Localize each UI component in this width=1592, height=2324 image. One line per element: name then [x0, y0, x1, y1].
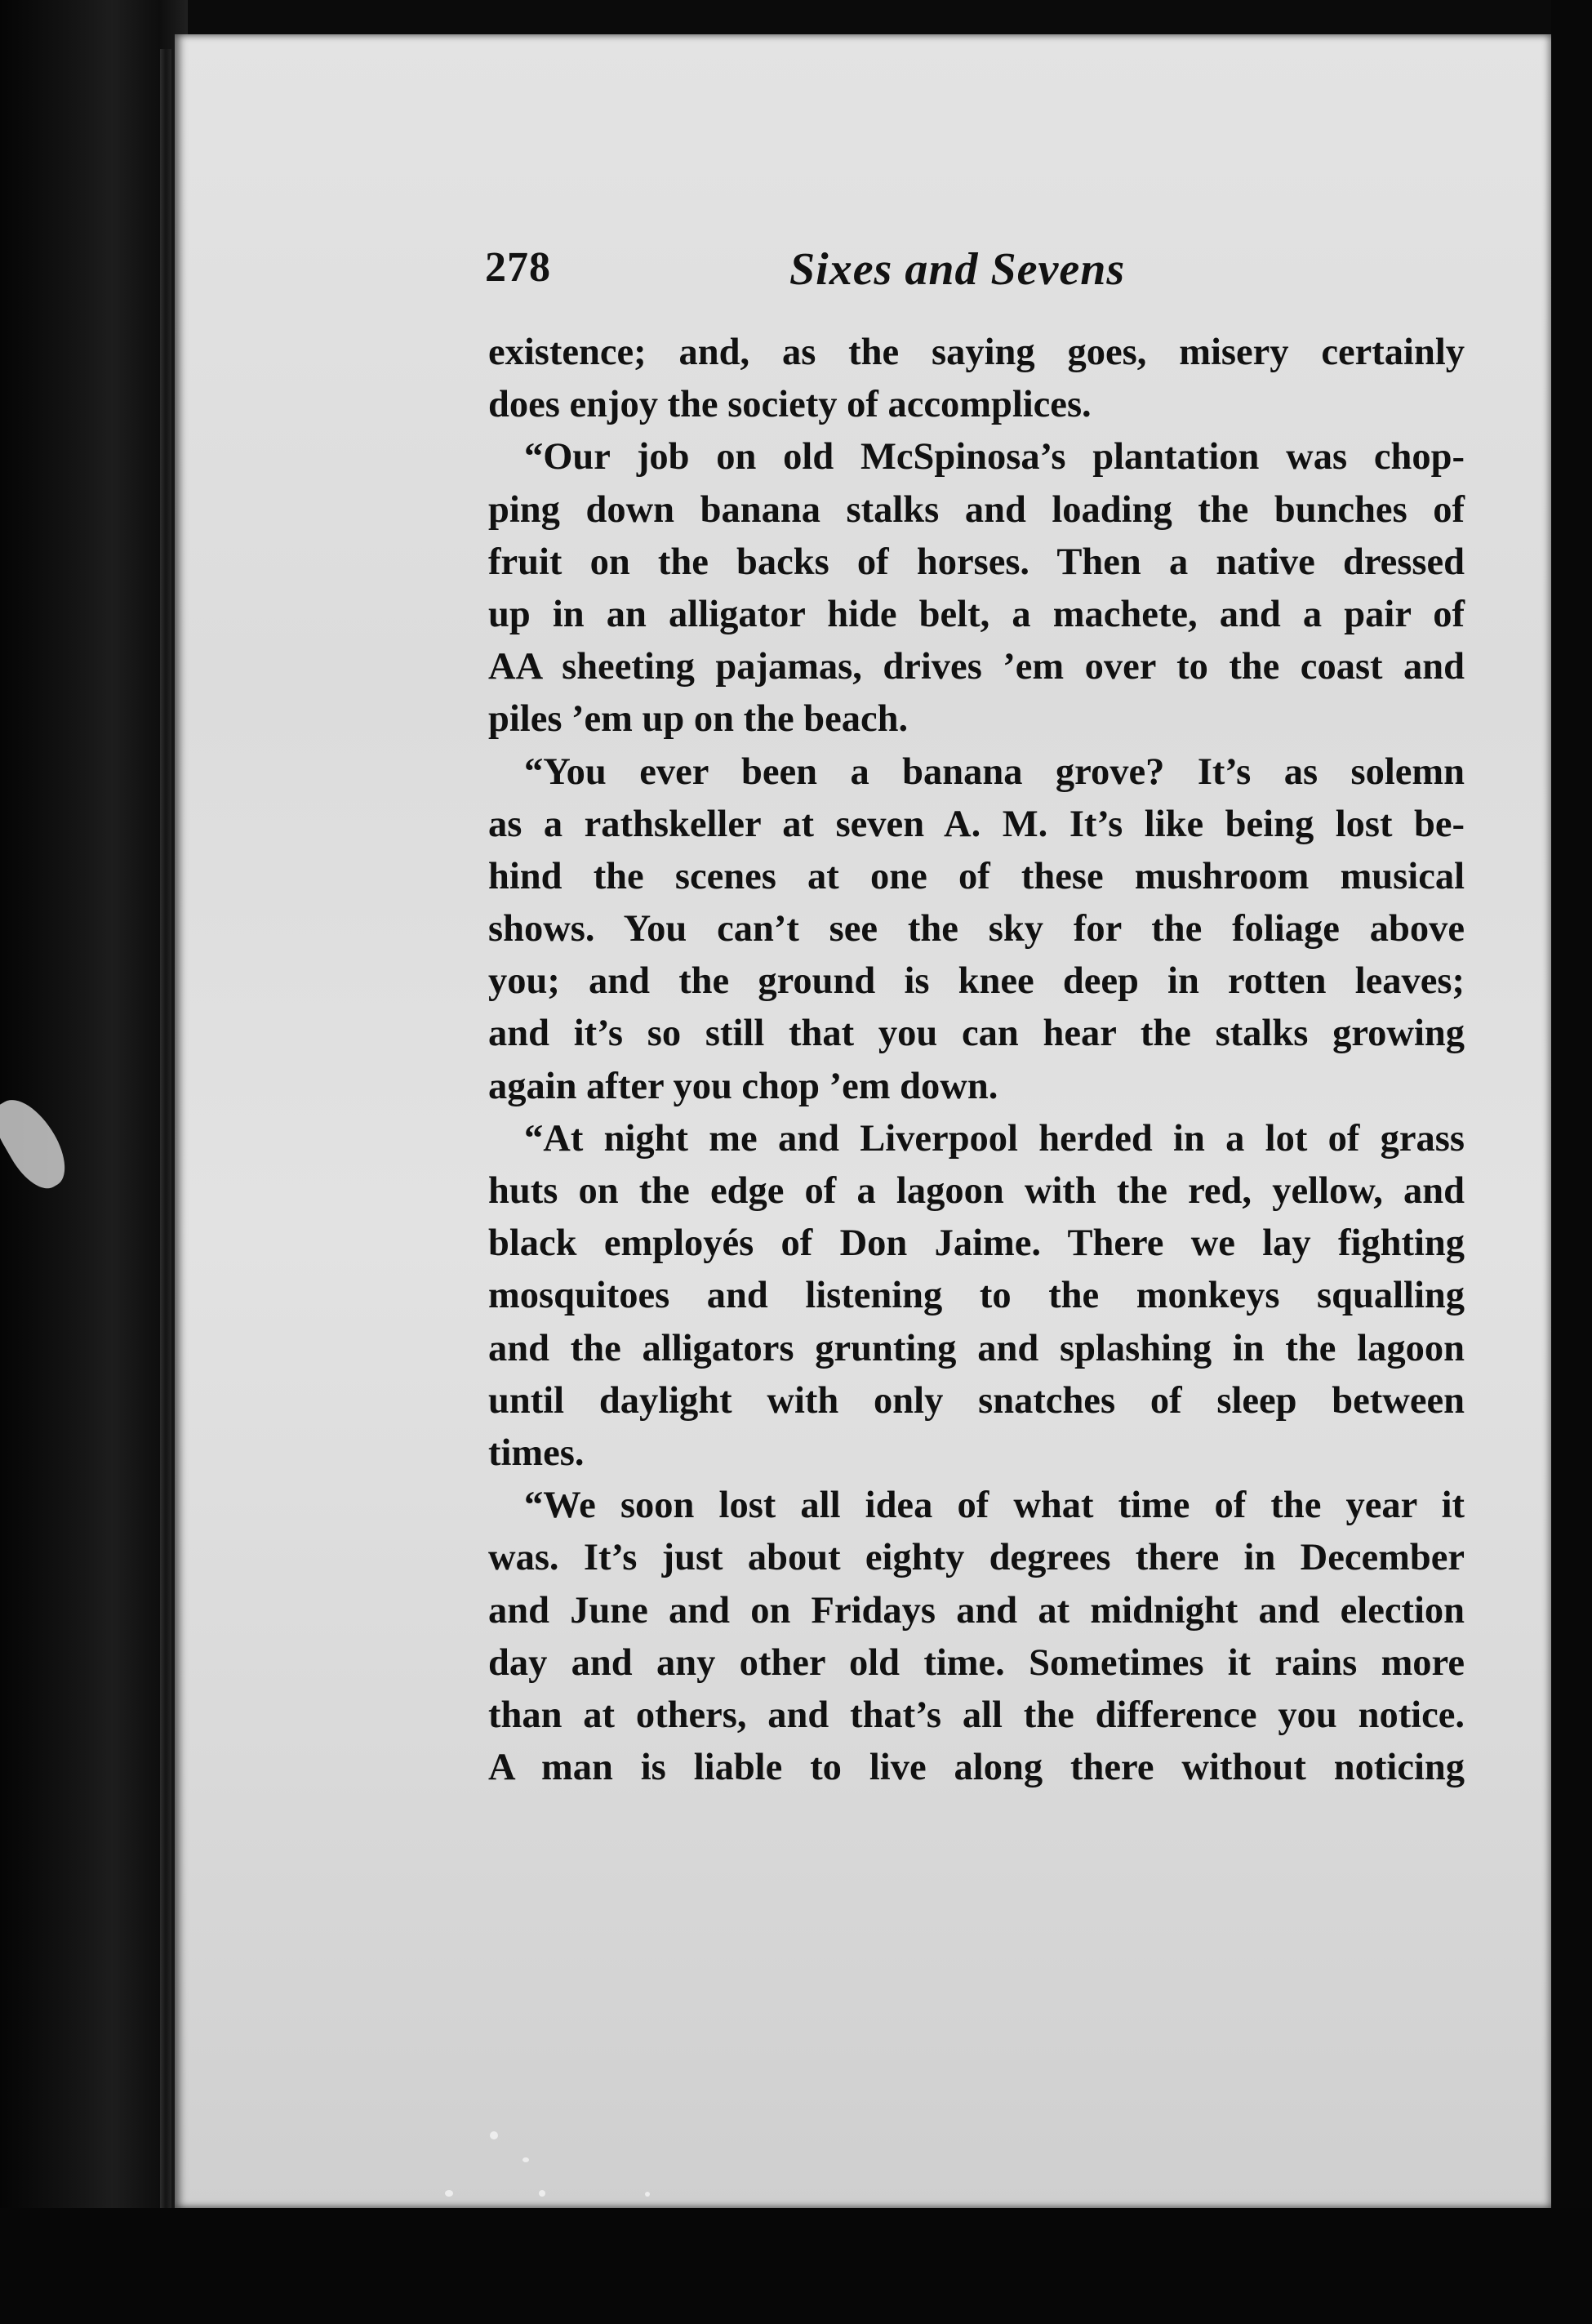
scan-dust	[523, 2157, 529, 2162]
scan-dust	[490, 2131, 498, 2139]
text-line: piles ’em up on the beach.	[488, 698, 909, 741]
text-line: mosquitoes and listening to the monkeys squalling	[488, 1275, 1465, 1317]
text-line: fruit on the backs of horses. Then a native dressed	[488, 541, 1465, 583]
text-line: “We soon lost all idea of what time of the year it	[524, 1485, 1465, 1527]
text-line: day and any other old time. Sometimes it rains more	[488, 1641, 1465, 1684]
book-edge-bottom	[0, 2208, 1592, 2324]
text-line: black employés of Don Jaime. There we lay fighting	[488, 1222, 1465, 1265]
text-line: until daylight with only snatches of sleep between	[488, 1379, 1465, 1422]
text-line: and June and on Fridays and at midnight and election	[488, 1589, 1465, 1632]
text-line: hind the scenes at one of these mushroom musical	[488, 855, 1465, 897]
text-line: you; and the ground is knee deep in rotten leaves;	[488, 960, 1465, 1003]
text-line: A man is liable to live along there without noticing	[488, 1747, 1465, 1789]
text-line: than at others, and that’s all the difference you notice.	[488, 1694, 1465, 1736]
text-line: existence; and, as the saying goes, misery certainly	[488, 332, 1465, 373]
body-text	[488, 327, 1465, 1794]
scan-dust	[645, 2192, 650, 2197]
text-line: times.	[488, 1431, 585, 1474]
text-line: up in an alligator hide belt, a machete, and a pair of	[488, 593, 1465, 635]
text-line: “At night me and Liverpool herded in a lot of grass	[524, 1117, 1465, 1160]
text-line: and it’s so still that you can hear the stalks growing	[488, 1013, 1465, 1055]
text-line: huts on the edge of a lagoon with the red, yellow, and	[488, 1170, 1465, 1212]
text-line: shows. You can’t see the sky for the foliage above	[488, 908, 1465, 951]
page-number: 278	[485, 244, 551, 291]
text-line: “You ever been a banana grove? It’s as solemn	[524, 750, 1465, 793]
book-spine-shadow	[160, 49, 171, 2221]
text-line: and the alligators grunting and splashing in the lagoon	[488, 1327, 1465, 1369]
text-line: again after you chop ’em down.	[488, 1065, 998, 1107]
text-line: does enjoy the society of accomplices.	[488, 384, 1092, 426]
book-edge-right	[1551, 0, 1592, 2324]
scan-dust	[539, 2190, 545, 2197]
running-title: Sixes and Sevens	[789, 244, 1126, 295]
text-line: ping down banana stalks and loading the bunches of	[488, 488, 1465, 531]
text-line: “Our job on old McSpinosa’s plantation was chop-	[524, 436, 1465, 479]
text-line: was. It’s just about eighty degrees there in December	[488, 1537, 1465, 1579]
text-line: as a rathskeller at seven A. M. It’s like being lost be-	[488, 803, 1465, 845]
text-line: AA sheeting pajamas, drives ’em over to the coast and	[488, 646, 1465, 688]
scan-dust	[445, 2190, 453, 2197]
page-header	[485, 243, 1465, 309]
